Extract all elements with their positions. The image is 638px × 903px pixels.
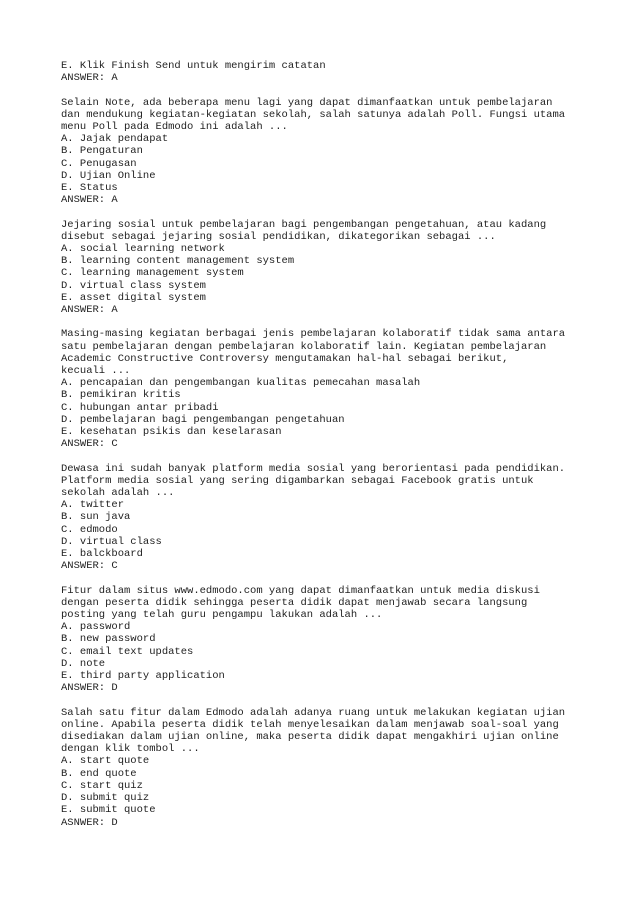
option-c: C. start quiz [61,779,143,792]
answer-line: ANSWER: C [61,438,118,451]
question-text: sekolah adalah ... [61,487,175,500]
option-b: B. pemikiran kritis [61,389,181,402]
question-block-3 [61,328,621,450]
option-c: C. hubungan antar pribadi [61,401,219,414]
option-a: A. social learning network [61,243,225,256]
question-text: posting yang telah guru pengampu lakukan adalah ... [61,609,383,622]
question-text: dengan klik tombol ... [61,743,200,756]
option-e: E. asset digital system [61,291,206,304]
option-c: C. edmodo [61,523,118,536]
question-text: Platform media sosial yang sering digambarkan sebagai Facebook gratis untuk [61,474,534,487]
option-a: A. twitter [61,499,125,512]
question-text: online. Apabila peserta didik telah menyelesaikan dalam menjawab soal-soal yang [61,718,559,731]
option-e: E. third party application [61,670,225,683]
option-c: C. Penugasan [61,157,137,170]
question-text: kecuali ... [61,365,131,378]
option-b: B. end quote [61,767,137,780]
option-b: B. new password [61,633,156,646]
question-text: disebut sebagai jejaring sosial pendidikan, dikategorikan sebagai ... [61,230,496,243]
question-text: dan mendukung kegiatan-kegiatan sekolah, salah satunya adalah Poll. Fungsi utama [61,108,566,121]
option-a: A. pencapaian dan pengembangan kualitas pemecahan masalah [61,377,421,390]
question-block-1 [61,97,621,207]
question-text: disediakan dalam ujian online, maka peserta didik dapat mengakhiri ujian online [61,731,559,744]
option-d: D. submit quiz [61,792,150,805]
question-text: menu Poll pada Edmodo ini adalah ... [61,121,288,133]
option-d: D. virtual class [61,535,162,548]
question-block-2 [61,219,621,317]
question-block-6 [61,707,621,829]
option-d: D. pembelajaran bagi pengembangan pengetahuan [61,413,345,426]
answer-line: ANSWER: D [61,682,118,695]
option-a: A. Jajak pendapat [61,133,169,146]
option-d: D. Ujian Online [61,169,156,182]
question-text: Dewasa ini sudah banyak platform media sosial yang berorientasi pada pendidikan. [61,462,566,475]
option-a: A. start quote [61,755,150,768]
question-text: Academic Constructive Controversy mengutamakan hal-hal sebagai berikut, [61,352,509,365]
question-block-5 [61,585,621,695]
option-e: E. Status [61,182,118,195]
answer-line: ANSWER: C [61,560,118,573]
option-c: C. email text updates [61,645,194,658]
answer-line: ANSWER: A [61,72,118,85]
document-page [61,60,621,841]
option-d: D. virtual class system [61,279,206,292]
option-line: E. Klik Finish Send untuk mengirim catatan [61,60,326,72]
option-d: D. note [61,657,106,670]
question-text: Fitur dalam situs www.edmodo.com yang dapat dimanfaatkan untuk media diskusi [61,584,540,597]
option-b: B. sun java [61,511,131,524]
option-e: E. submit quote [61,804,156,817]
answer-line: ANSWER: A [61,304,118,317]
option-c: C. learning management system [61,267,244,280]
option-b: B. learning content management system [61,255,295,268]
answer-line: ASNWER: D [61,816,118,829]
question-text: satu pembelajaran dengan pembelajaran kolaboratif lain. Kegiatan pembelajaran [61,340,547,353]
question-text: Jejaring sosial untuk pembelajaran bagi pengembangan pengetahuan, atau kadang [61,218,547,231]
option-b: B. Pengaturan [61,145,143,158]
question-block-4 [61,463,621,573]
question-text: Masing-masing kegiatan berbagai jenis pembelajaran kolaboratif tidak sama antara [61,328,566,341]
question-text: dengan peserta didik sehingga peserta didik dapat menjawab secara langsung [61,596,528,609]
option-e: E. kesehatan psikis dan keselarasan [61,426,282,439]
answer-line: ANSWER: A [61,194,118,207]
intro-block [61,60,621,84]
question-text: Salah satu fitur dalam Edmodo adalah adanya ruang untuk melakukan kegiatan ujian [61,706,566,719]
option-a: A. password [61,621,131,634]
question-text: Selain Note, ada beberapa menu lagi yang dapat dimanfaatkan untuk pembelajaran [61,96,553,109]
option-e: E. balckboard [61,548,143,561]
